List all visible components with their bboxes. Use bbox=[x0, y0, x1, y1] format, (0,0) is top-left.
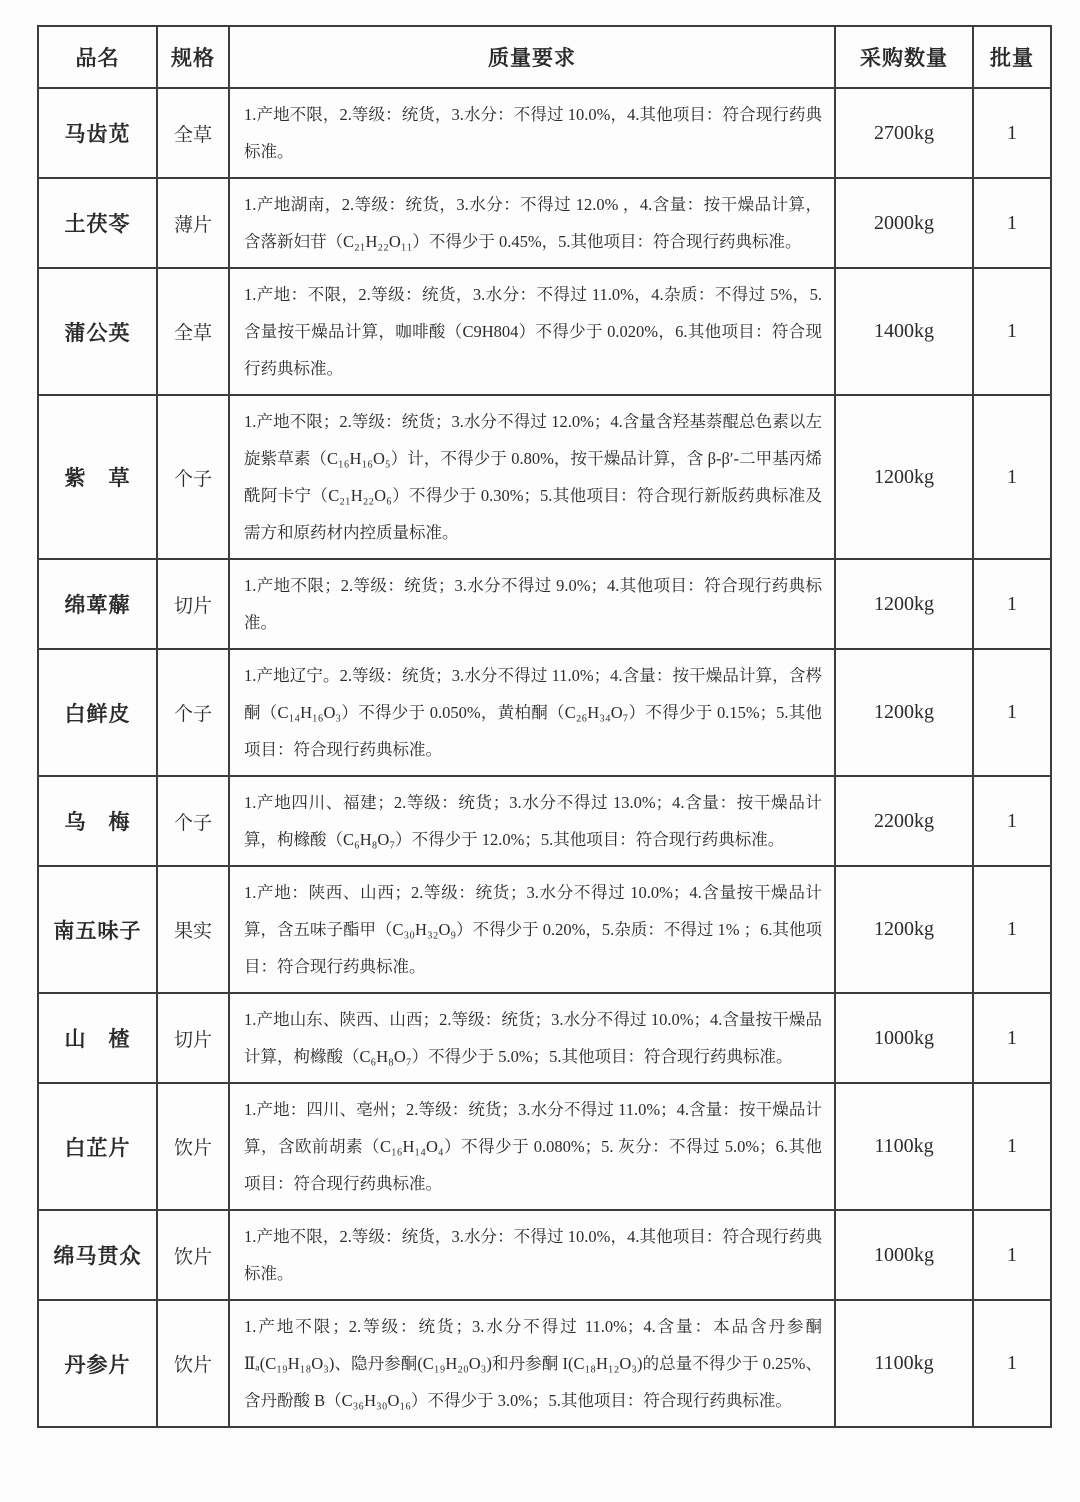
product-name-cell: 山 楂 bbox=[38, 993, 157, 1083]
batch-cell: 1 bbox=[973, 1210, 1051, 1300]
spec-cell: 饮片 bbox=[157, 1083, 229, 1210]
table-row bbox=[38, 395, 1051, 559]
table-row bbox=[38, 1210, 1051, 1300]
quality-requirements-cell: 1.产地山东、陕西、山西；2.等级：统货；3.水分不得过 10.0%；4.含量按干燥品计算，枸橼酸（C₆H₈O₇）不得少于 5.0%；5.其他项目：符合现行药典标准。 bbox=[229, 993, 835, 1083]
quality-requirements-cell: 1.产地不限，2.等级：统货，3.水分：不得过 10.0%，4.其他项目：符合现行药典标准。 bbox=[229, 88, 835, 178]
quality-requirements-cell: 1.产地不限；2.等级：统货；3.水分不得过 11.0%；4.含量：本品含丹参酮Ⅱₐ(C₁₉H₁₈O₃)、隐丹参酮(C₁₉H₂₀O₃)和丹参酮 I(C₁₈H₁₂O₃)的总量不得少于 0.25%、含丹酚酸 B（C₃₆H₃₀O₁₆）不得少于 3.0%；5.其他项目：符合现行药典标准。 bbox=[229, 1300, 835, 1427]
quality-requirements-cell: 1.产地四川、福建；2.等级：统货；3.水分不得过 13.0%；4.含量：按干燥品计算，枸橼酸（C₆H₈O₇）不得少于 12.0%；5.其他项目：符合现行药典标准。 bbox=[229, 776, 835, 866]
col-header-quality-requirements: 质量要求 bbox=[229, 26, 835, 88]
purchase-quantity-cell: 2700kg bbox=[835, 88, 973, 178]
product-name-cell: 绵马贯众 bbox=[38, 1210, 157, 1300]
spec-cell: 薄片 bbox=[157, 178, 229, 268]
table-row bbox=[38, 88, 1051, 178]
batch-cell: 1 bbox=[973, 88, 1051, 178]
product-name-cell: 绵萆薢 bbox=[38, 559, 157, 649]
product-name-cell: 马齿苋 bbox=[38, 88, 157, 178]
spec-cell: 个子 bbox=[157, 776, 229, 866]
purchase-quantity-cell: 2000kg bbox=[835, 178, 973, 268]
purchase-quantity-cell: 1000kg bbox=[835, 993, 973, 1083]
product-name-cell: 白芷片 bbox=[38, 1083, 157, 1210]
quality-requirements-cell: 1.产地不限，2.等级：统货，3.水分：不得过 10.0%，4.其他项目：符合现行药典标准。 bbox=[229, 1210, 835, 1300]
batch-cell: 1 bbox=[973, 559, 1051, 649]
batch-cell: 1 bbox=[973, 993, 1051, 1083]
batch-cell: 1 bbox=[973, 649, 1051, 776]
table-row bbox=[38, 866, 1051, 993]
procurement-spec-table bbox=[37, 25, 1052, 1428]
spec-cell: 全草 bbox=[157, 268, 229, 395]
spec-cell: 果实 bbox=[157, 866, 229, 993]
spec-cell: 全草 bbox=[157, 88, 229, 178]
purchase-quantity-cell: 1000kg bbox=[835, 1210, 973, 1300]
table-row bbox=[38, 1300, 1051, 1427]
table-row bbox=[38, 649, 1051, 776]
spec-cell: 个子 bbox=[157, 395, 229, 559]
purchase-quantity-cell: 1400kg bbox=[835, 268, 973, 395]
purchase-quantity-cell: 1100kg bbox=[835, 1300, 973, 1427]
batch-cell: 1 bbox=[973, 178, 1051, 268]
spec-cell: 个子 bbox=[157, 649, 229, 776]
product-name-cell: 乌 梅 bbox=[38, 776, 157, 866]
col-header-spec: 规格 bbox=[157, 26, 229, 88]
spec-cell: 切片 bbox=[157, 993, 229, 1083]
batch-cell: 1 bbox=[973, 268, 1051, 395]
product-name-cell: 紫 草 bbox=[38, 395, 157, 559]
col-header-purchase-quantity: 采购数量 bbox=[835, 26, 973, 88]
batch-cell: 1 bbox=[973, 1083, 1051, 1210]
quality-requirements-cell: 1.产地辽宁。2.等级：统货；3.水分不得过 11.0%；4.含量：按干燥品计算，含梣酮（C₁₄H₁₆O₃）不得少于 0.050%，黄柏酮（C₂₆H₃₄O₇）不得少于 0.15%；5.其他项目：符合现行药典标准。 bbox=[229, 649, 835, 776]
quality-requirements-cell: 1.产地不限；2.等级：统货；3.水分不得过 12.0%；4.含量含羟基萘醌总色素以左旋紫草素（C₁₆H₁₆O₅）计，不得少于 0.80%，按干燥品计算，含 β-β′-二甲基丙烯酰阿卡宁（C₂₁H₂₂O₆）不得少于 0.30%；5.其他项目：符合现行新版药典标准及需方和原药材内控质量标准。 bbox=[229, 395, 835, 559]
table-row bbox=[38, 268, 1051, 395]
table-row bbox=[38, 993, 1051, 1083]
purchase-quantity-cell: 1200kg bbox=[835, 395, 973, 559]
table-row bbox=[38, 1083, 1051, 1210]
table-row bbox=[38, 559, 1051, 649]
product-name-cell: 白鲜皮 bbox=[38, 649, 157, 776]
purchase-quantity-cell: 2200kg bbox=[835, 776, 973, 866]
quality-requirements-cell: 1.产地：陕西、山西；2.等级：统货；3.水分不得过 10.0%；4.含量按干燥品计算，含五味子酯甲（C₃₀H₃₂O₉）不得少于 0.20%，5.杂质：不得过 1% ；6.其他项目：符合现行药典标准。 bbox=[229, 866, 835, 993]
table-row bbox=[38, 776, 1051, 866]
quality-requirements-cell: 1.产地：不限，2.等级：统货，3.水分：不得过 11.0%，4.杂质：不得过 5%，5.含量按干燥品计算，咖啡酸（C9H804）不得少于 0.020%，6.其他项目：符合现行药典标准。 bbox=[229, 268, 835, 395]
table-body bbox=[38, 88, 1051, 1427]
table-row bbox=[38, 178, 1051, 268]
quality-requirements-cell: 1.产地不限；2.等级：统货；3.水分不得过 9.0%；4.其他项目：符合现行药典标准。 bbox=[229, 559, 835, 649]
batch-cell: 1 bbox=[973, 1300, 1051, 1427]
quality-requirements-cell: 1.产地：四川、亳州；2.等级：统货；3.水分不得过 11.0%；4.含量：按干燥品计算，含欧前胡素（C₁₆H₁₄O₄）不得少于 0.080%；5. 灰分：不得过 5.0%；6.其他项目：符合现行药典标准。 bbox=[229, 1083, 835, 1210]
spec-cell: 饮片 bbox=[157, 1300, 229, 1427]
purchase-quantity-cell: 1200kg bbox=[835, 649, 973, 776]
table-header-row bbox=[38, 26, 1051, 88]
spec-cell: 饮片 bbox=[157, 1210, 229, 1300]
col-header-product-name: 品名 bbox=[38, 26, 157, 88]
col-header-batch: 批量 bbox=[973, 26, 1051, 88]
purchase-quantity-cell: 1100kg bbox=[835, 1083, 973, 1210]
purchase-quantity-cell: 1200kg bbox=[835, 559, 973, 649]
product-name-cell: 蒲公英 bbox=[38, 268, 157, 395]
quality-requirements-cell: 1.产地湖南，2.等级：统货，3.水分：不得过 12.0% ，4.含量：按干燥品计算，含落新妇苷（C₂₁H₂₂O₁₁）不得少于 0.45%，5.其他项目：符合现行药典标准。 bbox=[229, 178, 835, 268]
spec-cell: 切片 bbox=[157, 559, 229, 649]
batch-cell: 1 bbox=[973, 866, 1051, 993]
product-name-cell: 土茯苓 bbox=[38, 178, 157, 268]
batch-cell: 1 bbox=[973, 395, 1051, 559]
purchase-quantity-cell: 1200kg bbox=[835, 866, 973, 993]
product-name-cell: 南五味子 bbox=[38, 866, 157, 993]
batch-cell: 1 bbox=[973, 776, 1051, 866]
product-name-cell: 丹参片 bbox=[38, 1300, 157, 1427]
